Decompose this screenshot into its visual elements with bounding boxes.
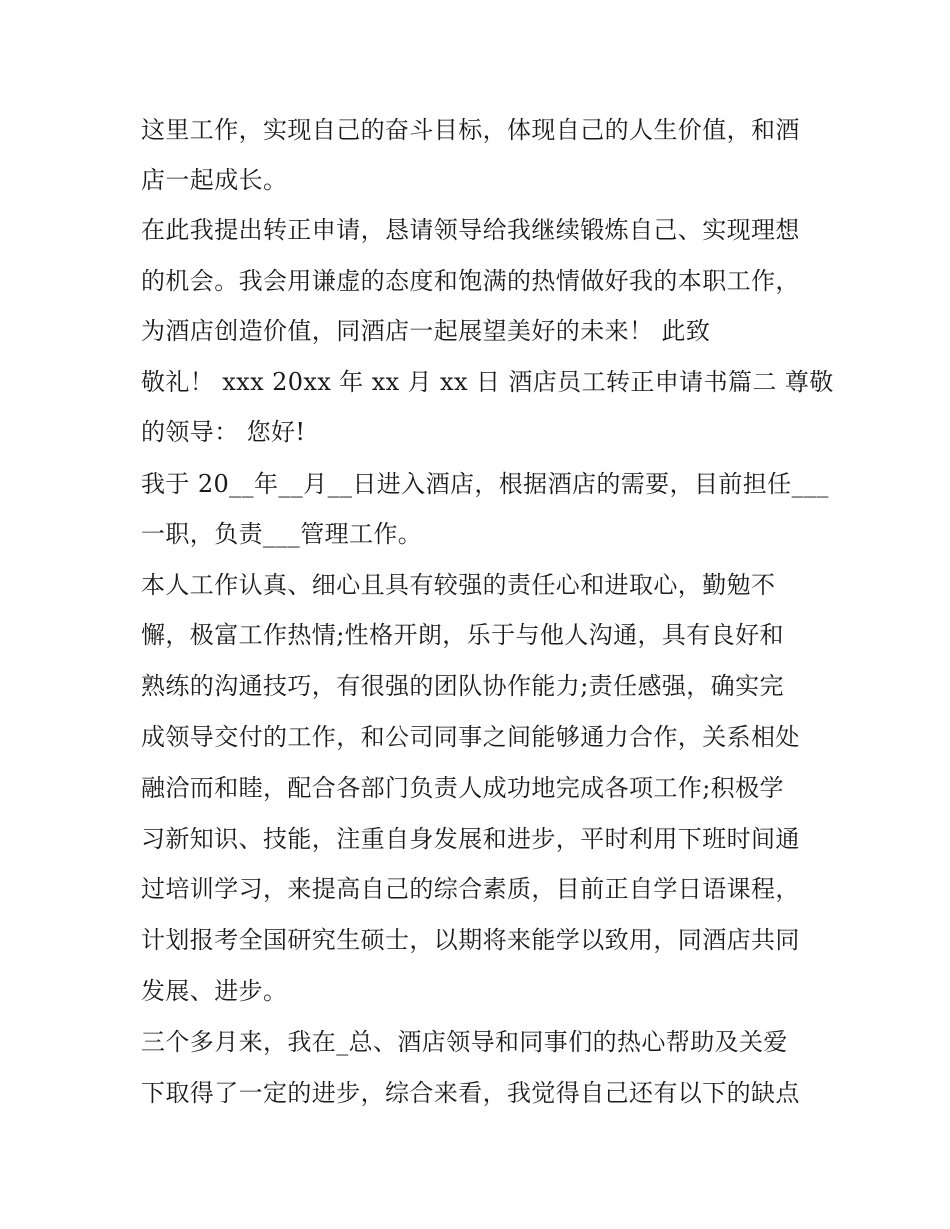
text-line: 成领导交付的工作，和公司同事之间能够通力合作，关系相处 bbox=[141, 723, 800, 751]
text-line: 下取得了一定的进步，综合来看，我觉得自己还有以下的缺点 bbox=[141, 1079, 800, 1107]
text-line: 计划报考全国研究生硕士，以期将来能学以致用，同酒店共同 bbox=[141, 926, 800, 954]
text-line: 的领导： 您好! bbox=[141, 418, 306, 446]
text-line: 本人工作认真、细心且具有较强的责任心和进取心，勤勉不 bbox=[141, 571, 776, 599]
text-line: 敬礼！ xxx 20xx 年 xx 月 xx 日 酒店员工转正申请书篇二 尊敬 bbox=[141, 368, 834, 396]
text-line: 三个多月来，我在_总、酒店领导和同事们的热心帮助及关爱 bbox=[141, 1028, 788, 1056]
text-line: 在此我提出转正申请，恳请领导给我继续锻炼自己、实现理想 bbox=[141, 216, 800, 244]
text-line: 融洽而和睦，配合各部门负责人成功地完成各项工作;积极学 bbox=[141, 774, 784, 802]
text-line: 一职，负责___管理工作。 bbox=[141, 520, 423, 548]
text-line: 这里工作，实现自己的奋斗目标，体现自己的人生价值，和酒 bbox=[141, 116, 800, 144]
text-line: 店一起成长。 bbox=[141, 166, 288, 194]
text-line: 过培训学习，来提高自己的综合素质，目前正自学日语课程， bbox=[141, 875, 800, 903]
text-line: 我于 20__年__月__日进入酒店，根据酒店的需要，目前担任___ bbox=[141, 470, 829, 498]
text-line: 熟练的沟通技巧，有很强的团队协作能力;责任感强，确实完 bbox=[141, 672, 784, 700]
text-line: 习新知识、技能，注重自身发展和进步，平时利用下班时间通 bbox=[141, 825, 800, 853]
text-line: 为酒店创造价值，同酒店一起展望美好的未来！ 此致 bbox=[141, 317, 711, 345]
text-line: 的机会。我会用谦虚的态度和饱满的热情做好我的本职工作， bbox=[141, 267, 800, 295]
text-line: 发展、进步。 bbox=[141, 977, 288, 1005]
text-line: 懈，极富工作热情;性格开朗，乐于与他人沟通，具有良好和 bbox=[141, 621, 784, 649]
